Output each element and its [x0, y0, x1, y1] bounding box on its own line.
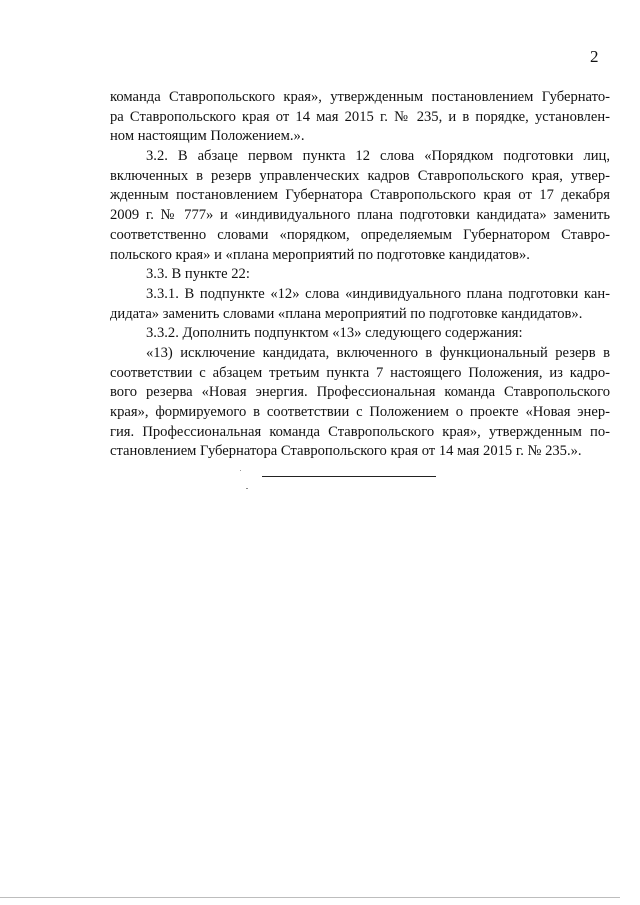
end-separator-line — [262, 476, 436, 477]
text-line: соответственно словами «порядком, определяемым Губернатором Ставро- — [110, 226, 610, 243]
quoted-item-13-start: «13) исключение кандидата, включенного в функциональный резерв в — [146, 344, 610, 361]
paragraph-3-3-1-start: 3.3.1. В подпункте «12» слова «индивидуального плана подготовки кан- — [146, 285, 610, 302]
scan-speck — [246, 488, 248, 489]
paragraph-3-2-start: 3.2. В абзаце первом пункта 12 слова «Порядком подготовки лиц, — [146, 148, 610, 165]
text-line: гия. Профессиональная команда Ставропольского края», утвержденным по- — [110, 423, 610, 440]
text-line: ном настоящим Положением.». — [110, 128, 305, 145]
paragraph-3-3-heading: 3.3. В пункте 22: — [146, 266, 250, 283]
text-line: дидата» заменить словами «плана мероприятий по подготовке кандидатов». — [110, 305, 583, 322]
text-line: становлением Губернатора Ставропольского края от 14 мая 2015 г. № 235.». — [110, 443, 582, 460]
scan-bottom-edge — [0, 897, 620, 898]
document-body — [110, 88, 610, 462]
text-line: края», формируемого в соответствии с Положением о проекте «Новая энер- — [110, 404, 610, 420]
text-line: команда Ставропольского края», утвержденным постановлением Губернато- — [110, 89, 610, 105]
page-number: 2 — [590, 47, 599, 66]
text-line: ра Ставропольского края от 14 мая 2015 г. № 235, и в порядке, установлен- — [110, 108, 610, 125]
text-line: вого резерва «Новая энергия. Профессиональная команда Ставропольского — [110, 384, 610, 401]
text-line: польского края» и «плана мероприятий по подготовке кандидатов». — [110, 246, 530, 263]
text-line: соответствии с абзацем третьим пункта 7 настоящего Положения, из кадро- — [110, 364, 610, 381]
text-line: 2009 г. № 777» и «индивидуального плана подготовки кандидата» заменить — [110, 207, 610, 224]
scan-speck — [240, 470, 241, 471]
text-line: включенных в резерв управленческих кадров Ставропольского края, утвер- — [110, 167, 610, 184]
text-line: жденным постановлением Губернатора Ставропольского края от 17 декабря — [110, 187, 610, 204]
paragraph-3-3-2: 3.3.2. Дополнить подпунктом «13» следующего содержания: — [146, 325, 523, 342]
